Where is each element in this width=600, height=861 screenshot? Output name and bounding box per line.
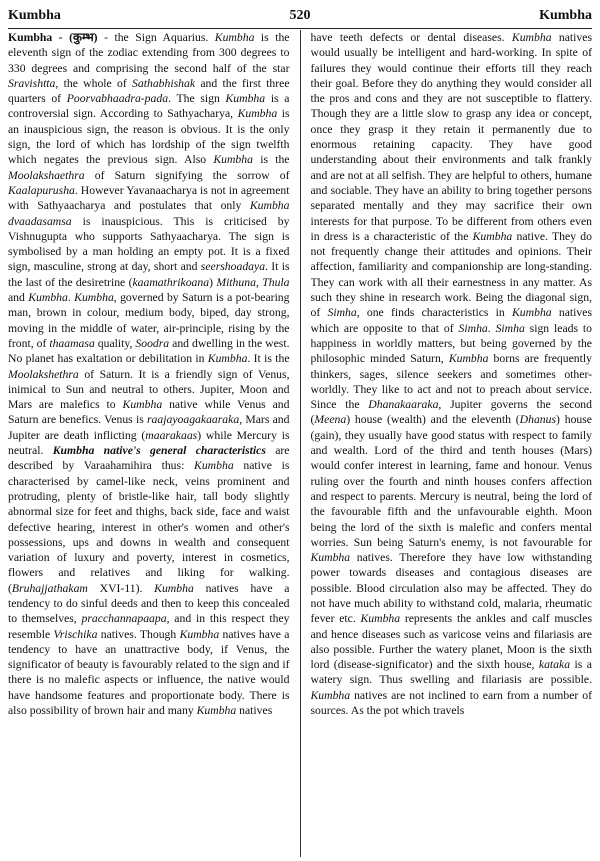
text-run: Kumbha: [154, 581, 194, 595]
text-run: maarakaas: [145, 428, 198, 442]
text-run: Bruhajjathakam: [11, 581, 88, 595]
text-run: Vrischika: [53, 627, 98, 641]
text-run: is inauspicious. This is criticised by Vishnugupta who supports Sathyaacharya. The sign is symbolised by a man holding an empty pot. It is a fixed sign, masculine, strong at day, short and: [8, 214, 290, 274]
text-run: Kumbha: [448, 352, 489, 366]
text-run: ) house (wealth) and the eleventh (: [346, 413, 520, 427]
text-run: is the: [252, 153, 290, 167]
text-run: of Saturn. It is a friendly sign of Venus, inimical to Sun and neutral to others. Jupiter, Moon and Mars are malefics to: [8, 367, 290, 412]
text-run: , Jupiter governs the second (: [310, 398, 592, 427]
text-run: .: [487, 321, 496, 335]
text-run: Kumbha: [511, 31, 552, 44]
text-run: Dhanakaaraka: [368, 398, 439, 412]
text-run: are described by Varaahamihira thus:: [8, 444, 290, 473]
text-run: Dhanus: [519, 413, 557, 427]
text-run: and the first three quarters of: [8, 76, 290, 106]
text-run: seershoadaya: [200, 260, 266, 274]
page-number: 520: [289, 8, 311, 23]
text-run: Poorvabhaadra-pada: [66, 92, 169, 106]
text-run: Kumbha: [214, 31, 255, 44]
text-run: Kumbha native's general characteristics: [52, 444, 266, 458]
text-run: . However Yavanaacharya is not in agreement with Sathyaacharya and postulates that only: [8, 183, 290, 213]
text-run: Kumbha: [213, 153, 253, 167]
text-run: , governed by Saturn is a pot-bearing man, brown in colour, medium body, biped, day strong, moving in the middle of water, air-principle, rising by the front, of: [8, 291, 290, 350]
text-run: is the eleventh sign of the zodiac extending from 300 degrees to 330 degrees and comprising the second half of the star: [8, 31, 290, 75]
text-run: Sravishtta: [8, 76, 56, 90]
text-run: Kaalapurusha: [8, 183, 75, 197]
text-run: kataka: [538, 658, 571, 672]
text-run: Kumbha: [74, 291, 114, 305]
text-run: Kumbha: [225, 92, 266, 106]
header-left-title: Kumbha: [8, 8, 61, 23]
text-run: Thula: [262, 275, 290, 289]
text-run: , Mars and Jupiter are death inflicting (: [8, 413, 290, 442]
text-run: natives: [236, 704, 273, 718]
text-run: Simha: [495, 321, 525, 335]
text-run: natives. Therefore they have low withstanding power towards diseases and contagious diseases are possible. Blood circulation also may be affected. They do not have much ability to withstand cold, malaria, rheumatic fever etc.: [310, 551, 592, 626]
text-run: Kumbha dvaadasamsa: [8, 199, 290, 228]
text-run: natives would usually be intelligent and hard-working. In spite of failures they would continue their efforts till they reach their goal. Before they do anything they would consider all the pros and cons and they are not susceptible to flattery. Though they are a little slow to grasp any idea or concept, once they grasp it they retain it permanently due to enormous retaining capacity. They have good understanding about their environments and talk frankly and are not at all selfish. They are helpful to others, humane and sociable. They have an ability to bring together persons separated mentally and they may sacrifice their own interests for that purpose. To be different from others even in dress is a characteristic of the: [310, 31, 592, 243]
text-run: raajayoagakaaraka: [147, 413, 240, 427]
text-run: native. They do not frequently change their attitudes and opinions. Their affection, familiarity and companionship are long-standing. They can work with all their earnestness in any matter. As such they shine in research work. Being the diagonal sign, of: [310, 229, 592, 320]
text-run: natives are not inclined to earn from a number of sources. As the pot which travels: [310, 688, 592, 718]
text-run: Mithuna: [216, 275, 256, 289]
text-run: Kumbha: [28, 291, 68, 305]
text-run: ) house (gain), they usually have good status with respect to family and wealth. Lord of the third and tenth houses (Mars) would confer interest in learning, fame and honour. Venus ruling over the fourth and ninth houses confers affection and respect to parents. Mercury is neutral, being the lord of the favourable fifth and the unfavourable eighth. Moon being the lord of the sixth is malefic and confers mental worries. Sun being Saturn's enemy, is not favourable for: [310, 413, 592, 549]
text-run: Kumbha: [122, 398, 163, 412]
text-run: borns are frequently thinkers, sages, silence seekers and sometimes other-worldly. They like to act and not to preach about service. Since the: [310, 352, 592, 412]
text-run: Kumbha: [196, 704, 237, 718]
text-run: ,: [255, 275, 263, 289]
text-run: native while Venus and Saturn are benefics. Venus is: [8, 398, 290, 427]
header-right-title: Kumbha: [539, 8, 592, 23]
text-run: - the Sign Aquarius.: [97, 31, 215, 44]
text-run: natives which are opposite to that of: [310, 306, 592, 335]
column-right: [311, 30, 593, 857]
text-run: natives have a tendency to do sinful deeds and then to keep this concealed to themselves,: [8, 581, 290, 626]
text-run: Soodra: [135, 336, 170, 350]
text-run: Kumbha: [179, 627, 220, 641]
text-run: , and in this respect they resemble: [8, 612, 290, 641]
text-run: Kumbha: [207, 352, 248, 366]
text-run: native is characterised by camel-like neck, veins prominent and protruding, plenty of bristle-like hair, tall body slightly abnormal size for feet and thighs, back side, face and waist defective hearing, interest in other's women and other's possessions, ups and downs in wealth and consequent variation of luxury and poverty, interest in cosmetics, flowers and relatives and liking for walking. (: [8, 459, 290, 595]
text-run: Kumbha: [237, 107, 278, 121]
text-run: XVI-11).: [87, 581, 155, 595]
text-run: (कुम्भ): [69, 31, 98, 44]
text-run: Moolakshaethra: [8, 168, 85, 182]
text-run: thaamasa: [49, 336, 95, 350]
text-run: .: [67, 291, 75, 305]
text-run: Kumbha: [512, 306, 552, 320]
text-run: natives have a tendency to have an unattractive body, if Venus, the significator of beauty is favourably related to the sign and if there is no malefic aspects or influence, the native would have handsome features and proportionate body. There is also possibility of brown hair and many: [8, 627, 290, 718]
text-run: Moolakshethra: [8, 367, 79, 381]
text-run: kaamathrikoana: [132, 275, 210, 289]
text-run: . It is the: [247, 352, 290, 366]
text-run: , the whole of: [55, 76, 133, 90]
text-run: is a controversial sign. According to Sathyacharya,: [8, 92, 290, 121]
text-run: and dwelling in the west. No planet has exaltation or debilitation in: [8, 336, 290, 366]
text-run: pracchannapaapa: [81, 612, 167, 626]
text-run: and: [8, 291, 29, 305]
text-run: sign leads to happiness in worldly matters, but being governed by the philosophic minded Saturn,: [310, 321, 592, 366]
running-header: [8, 6, 592, 29]
text-run: Sathabhishak: [132, 76, 196, 90]
text-run: Kumbha: [310, 688, 351, 702]
text-run: . It is the last of the desiretrine (: [8, 260, 290, 289]
text-run: is an inauspicious sign, the reason is obvious. It is the only sign, the lord of which has lordship of the sign twelfth which negates the previous sign. Also: [8, 107, 290, 167]
text-run: ): [209, 275, 217, 289]
column-left-paragraph: [8, 30, 290, 718]
text-run: Kumbha -: [8, 31, 70, 44]
text-run: quality,: [94, 336, 136, 350]
text-run: Kumbha: [310, 551, 351, 565]
text-run: Meena: [314, 413, 347, 427]
column-left: [8, 30, 290, 857]
text-run: Kumbha: [472, 229, 513, 243]
text-run: Kumbha: [194, 459, 234, 473]
text-run: is a watery sign. Thus swelling and filariasis are possible.: [310, 658, 592, 687]
text-run: , one finds characteristics in: [356, 306, 513, 320]
text-run: have teeth defects or dental diseases.: [310, 31, 512, 44]
column-divider: [300, 30, 301, 857]
text-run: Simha: [458, 321, 488, 335]
text-run: . The sign: [168, 92, 226, 106]
text-run: of Saturn signifying the sorrow of: [84, 168, 290, 182]
text-run: Simha: [327, 306, 357, 320]
column-right-paragraph: [311, 30, 593, 718]
text-run: ) while Mercury is neutral.: [8, 428, 290, 458]
text-columns: [8, 30, 592, 857]
text-run: natives. Though: [97, 627, 180, 641]
text-run: Kumbha: [360, 612, 401, 626]
text-run: represents the ankles and calf muscles and hence diseases such as varicose veins and filariasis are also possible. Further the watery planet, Moon is the sixth lord (disease-significator) and the sixth house,: [310, 612, 592, 672]
